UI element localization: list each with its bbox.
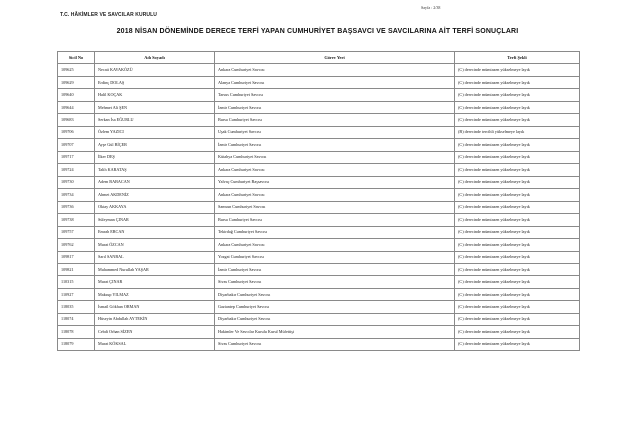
promotion-type-cell: (C) derecinde mümtazen yükselmeye layık [455, 276, 580, 288]
promotion-type-cell: (C) derecinde mümtazen yükselmeye layık [455, 164, 580, 176]
sicil-no-cell: 109724 [58, 164, 95, 176]
table-row [58, 226, 580, 238]
organization-name: T.C. HÂKİMLER VE SAVCILAR KURULU [60, 12, 157, 18]
duty-location-cell: Bursa Cumhuriyet Savcısı [215, 214, 455, 226]
table-row [58, 64, 580, 76]
page-number: Sayfa : 2/38 [421, 5, 441, 10]
sicil-no-cell: 109625 [58, 64, 95, 76]
name-cell: Maksup YILMAZ [95, 288, 215, 300]
name-cell: Sarıl SANBAL [95, 251, 215, 263]
sicil-no-cell: 109736 [58, 201, 95, 213]
duty-location-cell: Ankara Cumhuriyet Savcısı [215, 164, 455, 176]
duty-location-cell: Samsun Cumhuriyet Savcısı [215, 201, 455, 213]
name-cell: Murat ÇINAR [95, 276, 215, 288]
name-cell: Özlem YAZICI [95, 126, 215, 138]
table-row [58, 239, 580, 251]
header-terfi-sekli: Terfi Şekli [455, 52, 580, 64]
duty-location-cell: Ankara Cumhuriyet Savcısı [215, 64, 455, 76]
promotion-type-cell: (C) derecinde mümtazen yükselmeye layık [455, 251, 580, 263]
duty-location-cell: Hakimler Ve Savcılar Kurulu Kurul Müfettişi [215, 326, 455, 338]
promotion-type-cell: (C) derecinde mümtazen yükselmeye layık [455, 288, 580, 300]
name-cell: Oktay AKKAYA [95, 201, 215, 213]
duty-location-cell: Kütahya Cumhuriyet Savcısı [215, 151, 455, 163]
name-cell: Mehmet Ali ŞEN [95, 101, 215, 113]
sicil-no-cell: 110315 [58, 276, 95, 288]
table-row [58, 288, 580, 300]
duty-location-cell: Diyarbakır Cumhuriyet Savcısı [215, 313, 455, 325]
sicil-no-cell: 109738 [58, 214, 95, 226]
duty-location-cell: Sivas Cumhuriyet Savcısı [215, 338, 455, 350]
sicil-no-cell: 109644 [58, 101, 95, 113]
promotion-type-cell: (C) derecinde mümtazen yükselmeye layık [455, 189, 580, 201]
promotion-type-cell: (C) derecinde mümtazen yükselmeye layık [455, 139, 580, 151]
promotion-type-cell: (C) derecinde mümtazen yükselmeye layık [455, 214, 580, 226]
name-cell: Emrah ERCAN [95, 226, 215, 238]
duty-location-cell: İzmir Cumhuriyet Savcısı [215, 263, 455, 275]
sicil-no-cell: 109640 [58, 89, 95, 101]
promotion-type-cell: (C) derecinde mümtazen yükselmeye layık [455, 201, 580, 213]
promotion-type-cell: (C) derecinde mümtazen yükselmeye layık [455, 338, 580, 350]
sicil-no-cell: 110927 [58, 288, 95, 300]
duty-location-cell: Gaziantep Cumhuriyet Savcısı [215, 301, 455, 313]
header-adi-soyadi: Adı Soyadı [95, 52, 215, 64]
duty-location-cell: Yozgat Cumhuriyet Savcısı [215, 251, 455, 263]
name-cell: Murat KÖKSAL [95, 338, 215, 350]
table-row [58, 176, 580, 188]
header-gorev-yeri: Görev Yeri [215, 52, 455, 64]
sicil-no-cell: 109629 [58, 76, 95, 88]
promotion-type-cell: (C) derecinde mümtazen yükselmeye layık [455, 239, 580, 251]
sicil-no-cell: 118078 [58, 326, 95, 338]
duty-location-cell: Uşak Cumhuriyet Savcısı [215, 126, 455, 138]
table-row [58, 313, 580, 325]
table-row [58, 114, 580, 126]
table-row [58, 326, 580, 338]
duty-location-cell: Tekirdağ Cumhuriyet Savcısı [215, 226, 455, 238]
sicil-no-cell: 118079 [58, 338, 95, 350]
duty-location-cell: İzmir Cumhuriyet Savcısı [215, 101, 455, 113]
promotion-type-cell: (C) derecinde mümtazen yükselmeye layık [455, 64, 580, 76]
table-row [58, 263, 580, 275]
sicil-no-cell: 109734 [58, 189, 95, 201]
sicil-no-cell: 109762 [58, 239, 95, 251]
duty-location-cell: Sivas Cumhuriyet Savcısı [215, 276, 455, 288]
table-header [58, 52, 580, 64]
name-cell: Necati KAVAKÖZÜ [95, 64, 215, 76]
sicil-no-cell: 109706 [58, 126, 95, 138]
name-cell: Murat ÖZCAN [95, 239, 215, 251]
table-row [58, 151, 580, 163]
duty-location-cell: İzmir Cumhuriyet Savcısı [215, 139, 455, 151]
sicil-no-cell: 109717 [58, 151, 95, 163]
promotion-type-cell: (C) derecinde mümtazen yükselmeye layık [455, 301, 580, 313]
name-cell: Serkan İsa EĞURLU [95, 114, 215, 126]
name-cell: Cebdi Orhan SİZEN [95, 326, 215, 338]
header-sicil-no: Sicil No [58, 52, 95, 64]
sicil-no-cell: 109817 [58, 251, 95, 263]
name-cell: Süleyman ÇINAR [95, 214, 215, 226]
table-row [58, 139, 580, 151]
sicil-no-cell: 118035 [58, 301, 95, 313]
sicil-no-cell: 109683 [58, 114, 95, 126]
promotion-type-cell: (C) derecinde mümtazen yükselmeye layık [455, 151, 580, 163]
duty-location-cell: Ankara Cumhuriyet Savcısı [215, 239, 455, 251]
name-cell: Erdinç DOLAŞ [95, 76, 215, 88]
table-row [58, 276, 580, 288]
name-cell: Ayşe Gül BİÇER [95, 139, 215, 151]
promotion-type-cell: (C) derecinde mümtazen yükselmeye layık [455, 176, 580, 188]
duty-location-cell: Alanya Cumhuriyet Savcısı [215, 76, 455, 88]
sicil-no-cell: 109730 [58, 176, 95, 188]
table-row [58, 164, 580, 176]
name-cell: Talih KARATAŞ [95, 164, 215, 176]
table-row [58, 338, 580, 350]
table-row [58, 126, 580, 138]
table-row [58, 76, 580, 88]
duty-location-cell: Tarsus Cumhuriyet Savcısı [215, 89, 455, 101]
promotion-type-cell: (B) derecinde tercihli yükselmeye layık [455, 126, 580, 138]
duty-location-cell: Bursa Cumhuriyet Savcısı [215, 114, 455, 126]
table-row [58, 301, 580, 313]
table-row [58, 214, 580, 226]
promotion-type-cell: (C) derecinde mümtazen yükselmeye layık [455, 89, 580, 101]
table-row [58, 201, 580, 213]
promotion-type-cell: (C) derecinde mümtazen yükselmeye layık [455, 313, 580, 325]
name-cell: Adem BABACAN [95, 176, 215, 188]
header-row [58, 52, 580, 64]
results-table [57, 51, 580, 351]
promotion-type-cell: (C) derecinde mümtazen yükselmeye layık [455, 326, 580, 338]
table-row [58, 101, 580, 113]
name-cell: Muhammed Nurullah YAŞAR [95, 263, 215, 275]
duty-location-cell: Ankara Cumhuriyet Savcısı [215, 189, 455, 201]
promotion-type-cell: (C) derecinde mümtazen yükselmeye layık [455, 76, 580, 88]
sicil-no-cell: 118074 [58, 313, 95, 325]
name-cell: İsmail Gökhan ORMAN [95, 301, 215, 313]
promotion-type-cell: (C) derecinde mümtazen yükselmeye layık [455, 263, 580, 275]
promotion-type-cell: (C) derecinde mümtazen yükselmeye layık [455, 101, 580, 113]
table-row [58, 189, 580, 201]
name-cell: Hüseyin Abdullah AYTEKİN [95, 313, 215, 325]
table-row [58, 89, 580, 101]
name-cell: İlker DEŞ [95, 151, 215, 163]
sicil-no-cell: 109757 [58, 226, 95, 238]
duty-location-cell: Diyarbakır Cumhuriyet Savcısı [215, 288, 455, 300]
name-cell: Ahmet AKDENİZ [95, 189, 215, 201]
document-title: 2018 NİSAN DÖNEMİNDE DERECE TERFİ YAPAN CUMHURİYET BAŞSAVCI VE SAVCILARINA AİT TERFİ SONUÇLARI [116, 28, 519, 35]
promotion-type-cell: (C) derecinde mümtazen yükselmeye layık [455, 226, 580, 238]
name-cell: Halil KOÇAK [95, 89, 215, 101]
table-row [58, 251, 580, 263]
duty-location-cell: Yalvaç Cumhuriyet Başsavcısı [215, 176, 455, 188]
table-body [58, 64, 580, 351]
promotion-type-cell: (C) derecinde mümtazen yükselmeye layık [455, 114, 580, 126]
sicil-no-cell: 109707 [58, 139, 95, 151]
sicil-no-cell: 109821 [58, 263, 95, 275]
